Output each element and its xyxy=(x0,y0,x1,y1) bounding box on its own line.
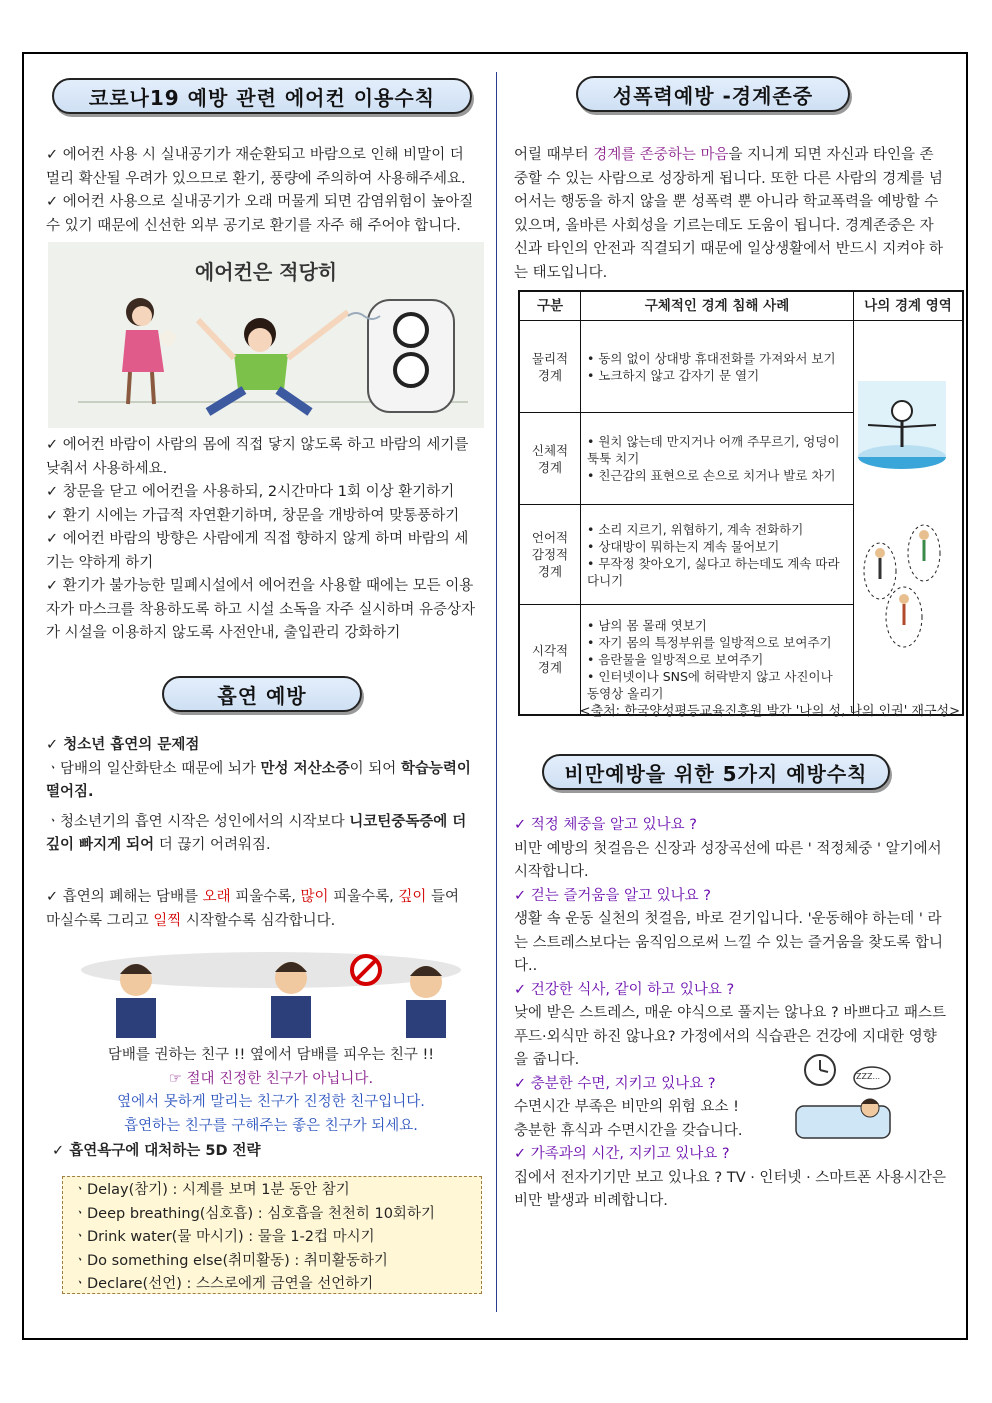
smoking-section-title: 흡연 예방 xyxy=(162,676,362,712)
col-header-category: 구분 xyxy=(519,291,581,321)
aircon-rule: ✓ 에어컨 바람이 사람의 몸에 직접 닿지 않도록 하고 바람의 세기를 낮춰서 사용하세요. xyxy=(46,437,469,477)
zzz-label: ZZZ... xyxy=(856,1072,881,1081)
strategy-item: ㆍDeep breathing(심호흡) : 심호흡을 천천히 10회하기 xyxy=(73,1205,435,1222)
rule-answer: 낮에 받은 스트레스, 매운 야식으로 풀지는 않나요 ? 바쁘다고 패스트푸드·외식만 하진 않나요? 가정에서의 식습관은 건강에 지대한 영향을 줍니다. xyxy=(514,1005,946,1068)
rule-question: ✓ 건강한 식사, 같이 하고 있나요 ? xyxy=(514,981,735,998)
caption-line-4: 흡연하는 친구를 구해주는 좋은 친구가 되세요. xyxy=(124,1117,418,1134)
rule-answer: 집에서 전자기기만 보고 있나요 ? TV · 인터넷 · 스마트폰 사용시간은 비만 발생과 비례합니다. xyxy=(514,1169,946,1209)
boundary-table xyxy=(518,290,964,716)
row-cases: • 원치 않는데 만지거나 어깨 주무르기, 엉덩이 툭툭 치기 • 친근감의 표현으로 손으로 치거나 발로 차기 xyxy=(581,413,854,505)
aircon-illustration xyxy=(48,242,484,428)
obesity-rules xyxy=(514,814,946,1214)
sleep-illustration xyxy=(792,1052,894,1144)
column-divider xyxy=(496,72,497,1312)
boundary-figures xyxy=(854,321,950,681)
strategy-item: ㆍDrink water(물 마시기) : 물을 1-2컵 마시기 xyxy=(73,1229,375,1245)
boundary-table-header xyxy=(519,291,963,321)
aircon-rule: ✓ 환기가 불가능한 밀폐시설에서 에어컨을 사용할 때에는 모든 이용자가 마스크를 착용하도록 하고 시설 소독을 자주 실시하며 유증상자가 시설을 이용하지 않도록 사전안내, 출입관리 강화하기 xyxy=(46,578,476,641)
aircon-rule: ✓ 에어컨 바람의 방향은 사람에게 직접 향하지 않게 하며 바람의 세기는 약하게 하기 xyxy=(46,531,469,571)
rule-question: ✓ 충분한 수면, 지키고 있나요 ? xyxy=(514,1075,716,1092)
strategy-heading: ✓ 흡연욕구에 대처하는 5D 전략 xyxy=(52,1143,261,1159)
smoking-problems xyxy=(46,734,480,858)
caption-line-2: ☞ 절대 진정한 친구가 아닙니다. xyxy=(168,1070,374,1087)
boundary-intro: 어릴 때부터 경계를 존중하는 마음을 지니게 되면 자신과 타인을 존중할 수 있는 사람으로 성장하게 됩니다. 또한 다른 사람의 경계를 넘어서는 행동을 하지 않을 뿐 성폭력 뿐 아니라 학교폭력을 예방할 수 있으며, 올바른 사회성을 기르는데도 도움이 됩니다. 경계존중은 자신과 타인의 안전과 직결되기 때문에 일상생활에서 반드시 지켜야 하는 태도입니다. xyxy=(514,147,944,281)
smoking-harm: ✓ 흡연의 폐해는 담배를 오래 피울수록, 많이 피울수록, 깊이 들여 마실수록 그리고 일찍 시작할수록 심각합니다. xyxy=(46,889,460,929)
aircon-cartoon xyxy=(48,242,484,428)
strategy-item: ㆍDo something else(취미활동) : 취미활동하기 xyxy=(73,1252,388,1269)
row-category: 언어적 감정적 경계 xyxy=(519,505,581,605)
table-source: <출처: 한국양성평등교육진흥원 발간 '나의 성, 나의 인권' 재구성> xyxy=(579,704,960,719)
row-category: 시각적 경계 xyxy=(519,605,581,715)
smoking-problem-2: ㆍ청소년기의 흡연 시작은 성인에서의 시작보다 니코틴중독증에 더 깊이 빠지게 되어 더 끊기 어려워짐. xyxy=(46,813,467,853)
aircon-intro xyxy=(46,144,480,238)
aircon-rules-list xyxy=(46,434,480,646)
aircon-rule: ✓ 환기 시에는 가급적 자연환기하며, 창문을 개방하여 맞통풍하기 xyxy=(46,507,460,524)
row-cases: • 동의 없이 상대방 휴대전화를 가져와서 보기 • 노크하지 않고 갑자기 문 열기 xyxy=(581,321,854,413)
row-category: 신체적 경계 xyxy=(519,413,581,505)
rule-question: ✓ 걷는 즐거움을 알고 있나요 ? xyxy=(514,887,711,904)
sexual-violence-section-title: 성폭력예방 -경계존중 xyxy=(576,76,850,112)
smoking-problems-heading: ✓ 청소년 흡연의 문제점 xyxy=(46,737,200,753)
aircon-rule: ✓ 창문을 닫고 에어컨을 사용하되, 2시간마다 1회 이상 환기하기 xyxy=(46,484,455,500)
caption-line-3: 옆에서 못하게 말리는 친구가 진정한 친구입니다. xyxy=(117,1094,425,1110)
aircon-paragraph-2: ✓ 에어컨 사용으로 실내공기가 오래 머물게 되면 감염위험이 높아질 수 있기 때문에 신선한 외부 공기로 환기를 자주 해 주어야 합니다. xyxy=(46,194,474,234)
smoking-problem-1: ㆍ담배의 일산화탄소 때문에 뇌가 만성 저산소증이 되어 학습능력이 떨어짐. xyxy=(46,760,471,800)
rule-answer: 수면시간 부족은 비만의 위험 요소 ! 충분한 휴식과 수면시간을 갖습니다. xyxy=(514,1099,743,1139)
rule-answer: 비만 예방의 첫걸음은 신장과 성장곡선에 따른 ' 적정체중 ' 알기에서 시작합니다. xyxy=(514,840,942,880)
row-category: 물리적 경계 xyxy=(519,321,581,413)
aircon-paragraph-1: ✓ 에어컨 사용 시 실내공기가 재순환되고 바람으로 인해 비말이 더 멀리 확산될 우려가 있으므로 환기, 풍량에 주의하여 사용해주세요. xyxy=(46,147,466,187)
strategy-item: ㆍDelay(참기) : 시계를 보며 1분 동안 참기 xyxy=(73,1182,350,1198)
aircon-section-title: 코로나19 예방 관련 에어컨 이용수칙 xyxy=(52,78,472,114)
row-cases: • 소리 지르기, 위협하기, 계속 전화하기 • 상대방이 뭐하는지 계속 물어보기 • 무작정 찾아오기, 싫다고 하는데도 계속 따라다니기 xyxy=(581,505,854,605)
my-boundary-illustration xyxy=(854,321,964,715)
row-cases: • 남의 몸 몰래 엿보기 • 자기 몸의 특정부위를 일방적으로 보여주기 • 음란물을 일방적으로 보여주기 • 인터넷이나 SNS에 허락받지 않고 사진이나 동영상 올리기 xyxy=(581,605,854,715)
table-row xyxy=(519,321,963,413)
col-header-cases: 구체적인 경계 침해 사례 xyxy=(581,291,854,321)
obesity-section-title: 비만예방을 위한 5가지 예방수칙 xyxy=(542,754,890,790)
rule-question: ✓ 가족과의 시간, 지키고 있나요 ? xyxy=(514,1146,730,1162)
sleeping-cartoon xyxy=(792,1052,894,1144)
smoking-captions xyxy=(66,1044,476,1138)
strategy-box xyxy=(62,1176,482,1294)
strategy-item: ㆍDeclare(선언) : 스스로에게 금연을 선언하기 xyxy=(73,1276,374,1292)
smoking-friends-cartoon xyxy=(66,950,476,1042)
rule-answer: 생활 속 운동 실천의 첫걸음, 바로 걷기입니다. '운동해야 하는데 ' 라는 스트레스보다는 움직임으로써 느낄 수 있는 즐거움을 찾도록 합니다.. xyxy=(514,911,944,974)
rule-question: ✓ 적정 체중을 알고 있나요 ? xyxy=(514,817,697,833)
aircon-illustration-title: 에어컨은 적당히 xyxy=(194,260,338,284)
smoking-illustration xyxy=(66,950,476,1042)
caption-line-1: 담배를 권하는 친구 !! 옆에서 담배를 피우는 친구 !! xyxy=(107,1047,435,1063)
col-header-my-boundary: 나의 경계 영역 xyxy=(854,291,964,321)
